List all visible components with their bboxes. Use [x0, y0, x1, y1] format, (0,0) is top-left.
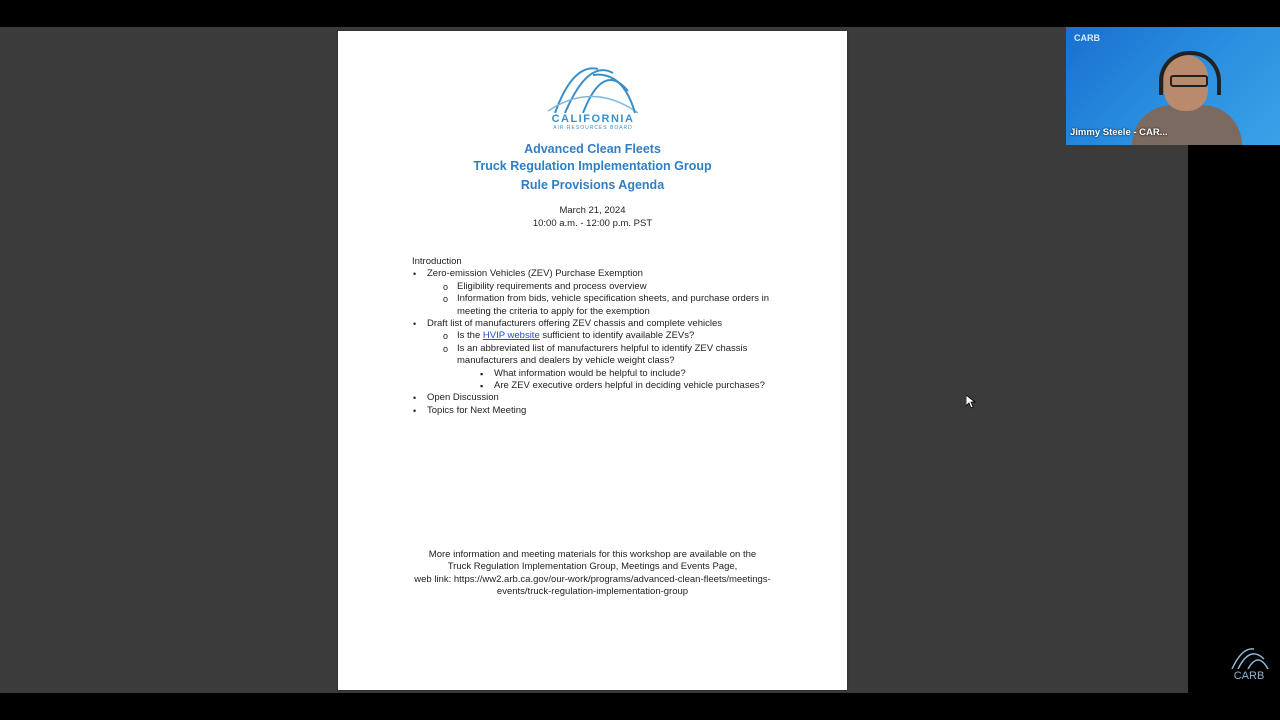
bullet-disc: •	[413, 269, 417, 280]
agenda-subitem-continued: meeting the criteria to apply for the exemption	[457, 305, 650, 317]
participant-video-tile[interactable]	[1066, 27, 1280, 145]
participant-name: Jimmy Steele - CAR...	[1070, 127, 1168, 138]
bullet-circle: o	[443, 331, 449, 342]
agenda-item-text: Zero-emission Vehicles (ZEV) Purchase Exemption	[427, 268, 643, 280]
doc-title-line-3: Rule Provisions Agenda	[520, 178, 665, 192]
bullet-disc: •	[413, 405, 417, 416]
doc-footer	[368, 549, 817, 599]
hvip-website-link[interactable]: HVIP website	[482, 330, 540, 342]
logo-subtitle: AIR RESOURCES BOARD	[553, 125, 633, 131]
agenda-subitem	[412, 330, 812, 342]
carb-watermark	[1228, 645, 1270, 681]
agenda-subitem-suffix: sufficient to identify available ZEVs?	[539, 330, 695, 342]
footer-line-3: web link: https://ww2.arb.ca.gov/our-work/programs/advanced-clean-fleets/meetings-	[414, 573, 771, 585]
agenda-subitem-continued: manufacturers and dealers by vehicle weight class?	[457, 355, 675, 367]
logo-word: CALIFORNIA	[551, 113, 635, 125]
agenda-subsubitem	[412, 380, 812, 392]
watermark-label: CARB	[1233, 670, 1265, 682]
agenda-subitem	[412, 293, 812, 305]
agenda-subsubitem-text: What information would be helpful to include?	[494, 367, 686, 379]
footer-line-4: events/truck-regulation-implementation-group	[496, 586, 689, 598]
bullet-circle: o	[443, 343, 449, 354]
agenda-subitem-text: Information from bids, vehicle specification sheets, and purchase orders in	[457, 293, 770, 305]
bullet-disc: •	[413, 393, 417, 404]
participant-body	[1132, 105, 1242, 145]
agenda-item	[412, 405, 812, 417]
glasses-icon	[1170, 75, 1208, 87]
shared-document-page	[338, 31, 847, 690]
doc-title-line-1: Advanced Clean Fleets	[524, 142, 661, 156]
agenda-subsubitem	[412, 368, 812, 380]
bullet-square: ▪	[480, 381, 484, 392]
carb-arcs-icon	[543, 61, 643, 113]
bullet-square: ▪	[480, 368, 484, 379]
doc-title-line-2: Truck Regulation Implementation Group	[473, 159, 712, 173]
footer-line-2: Truck Regulation Implementation Group, Meetings and Events Page,	[447, 561, 738, 573]
agenda-subitem	[412, 281, 812, 293]
bullet-circle: o	[443, 281, 449, 292]
agenda-subitem-text: Eligibility requirements and process overview	[457, 280, 647, 292]
carb-watermark-icon	[1228, 645, 1270, 669]
meeting-time: 10:00 a.m. - 12:00 p.m. PST	[532, 218, 653, 229]
headset-icon	[1159, 51, 1221, 95]
agenda-item-text: Topics for Next Meeting	[427, 404, 527, 416]
bullet-circle: o	[443, 294, 449, 305]
agenda-list	[412, 256, 812, 417]
agenda-subitem-prefix: Is the	[457, 330, 483, 342]
agenda-item	[412, 268, 812, 280]
agenda-item	[412, 392, 812, 404]
agenda-subitem	[412, 343, 812, 355]
carb-logo	[543, 61, 643, 131]
agenda-subitem-text: Is an abbreviated list of manufacturers helpful to identify ZEV chassis	[457, 342, 748, 354]
mouse-cursor-icon	[966, 395, 976, 414]
agenda-item-text: Open Discussion	[427, 392, 499, 404]
meeting-date: March 21, 2024	[559, 205, 626, 216]
agenda-item-text: Draft list of manufacturers offering ZEV chassis and complete vehicles	[427, 318, 722, 330]
footer-line-1: More information and meeting materials for this workshop are available on the	[428, 549, 757, 560]
agenda-item	[412, 318, 812, 330]
bullet-disc: •	[413, 319, 417, 330]
agenda-intro: Introduction	[412, 256, 462, 267]
agenda-subsubitem-text: Are ZEV executive orders helpful in deciding vehicle purchases?	[494, 380, 765, 392]
tile-org-label: CARB	[1074, 33, 1100, 43]
